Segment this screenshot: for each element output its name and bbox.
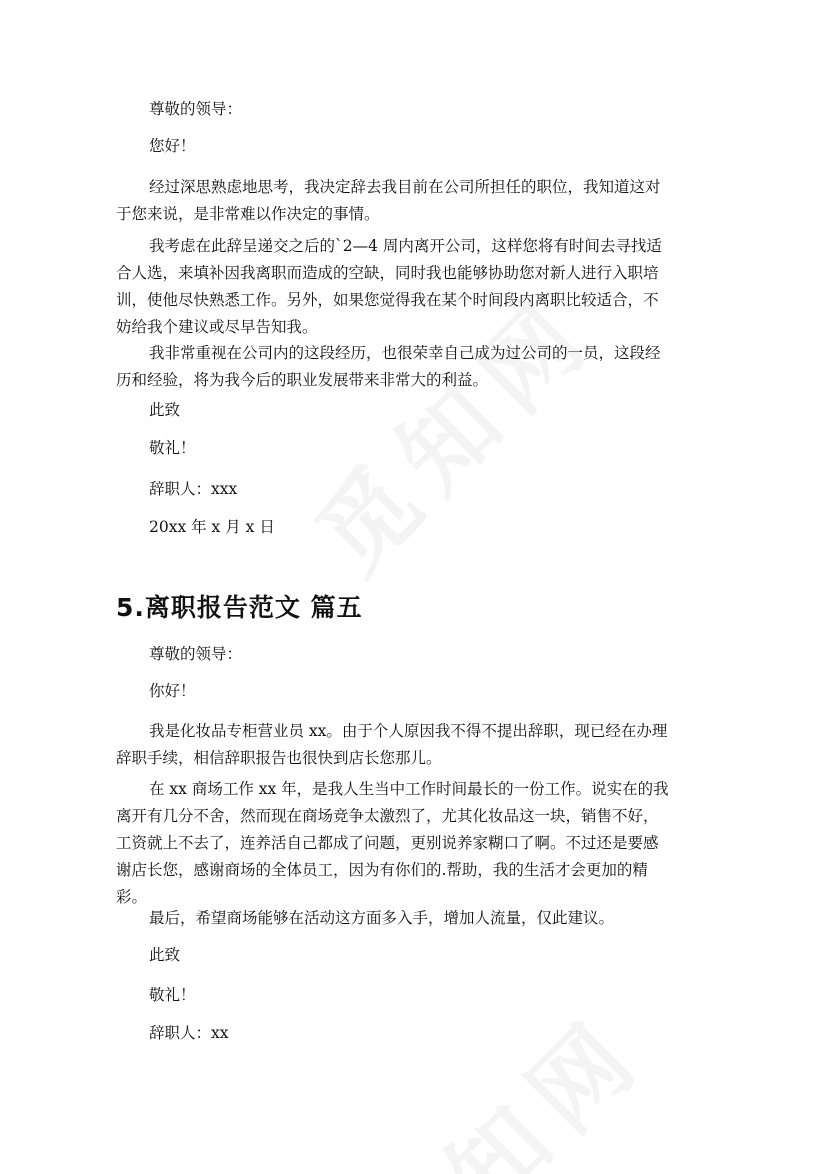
paragraph-line: 在 xx 商场工作 xx 年，是我人生当中工作时间最长的一份工作。说实在的我 [149, 780, 669, 798]
greeting: 您好！ [149, 137, 196, 155]
paragraph-line: 离开有几分不舍，然而现在商场竞争太激烈了，尤其化妆品这一块，销售不好， [116, 807, 659, 825]
paragraph-line: 我是化妆品专柜营业员 xx。由于个人原因我不得不提出辞职，现已经在办理 [149, 722, 668, 740]
signer: 辞职人：xxx [149, 480, 238, 498]
paragraph [116, 340, 714, 394]
closing-line: 此致 [149, 946, 181, 964]
paragraph-line: 妨给我个建议或尽早告知我。 [116, 318, 318, 336]
salutation: 尊敬的领导： [149, 645, 243, 663]
signer: 辞职人：xx [149, 1024, 229, 1042]
paragraph [116, 905, 714, 932]
date: 20xx 年 x 月 x 日 [149, 518, 275, 536]
paragraph [116, 718, 714, 772]
paragraph-line: 合人选，来填补因我离职而造成的空缺，同时我也能够协助您对新人进行入职培 [116, 264, 659, 282]
closing-line: 敬礼！ [149, 986, 196, 1004]
paragraph-line: 最后，希望商场能够在活动这方面多入手，增加人流量，仅此建议。 [149, 909, 615, 927]
paragraph-line: 我非常重视在公司内的这段经历，也很荣幸自己成为过公司的一员，这段经 [149, 344, 661, 362]
paragraph [116, 776, 714, 911]
paragraph [116, 233, 714, 341]
paragraph [116, 174, 714, 228]
paragraph-line: 工资就上不去了，连养活自己都成了问题，更别说养家糊口了啊。不过还是要感 [116, 834, 659, 852]
paragraph-line: 谢店长您，感谢商场的全体员工，因为有你们的.帮助，我的生活才会更加的精 [116, 861, 648, 879]
section-heading: 5.离职报告范文 篇五 [116, 593, 363, 622]
paragraph-line: 经过深思熟虑地思考，我决定辞去我目前在公司所担任的职位，我知道这对 [149, 178, 661, 196]
closing-line: 此致 [149, 401, 181, 419]
paragraph-line: 历和经验，将为我今后的职业发展带来非常大的利益。 [116, 371, 489, 389]
paragraph-line: 我考虑在此辞呈递交之后的`2—4 周内离开公司，这样您将有时间去寻找适 [149, 237, 662, 255]
paragraph-line: 于您来说，是非常难以作决定的事情。 [116, 205, 380, 223]
paragraph-line: 彩。 [116, 888, 148, 906]
salutation: 尊敬的领导： [149, 100, 243, 118]
paragraph-line: 训，使他尽快熟悉工作。另外，如果您觉得我在某个时间段内离职比较适合，不 [116, 291, 659, 309]
paragraph-line: 辞职手续，相信辞职报告也很快到店长您那儿。 [116, 749, 442, 767]
greeting: 你好！ [149, 682, 196, 700]
closing-line: 敬礼！ [149, 439, 196, 457]
